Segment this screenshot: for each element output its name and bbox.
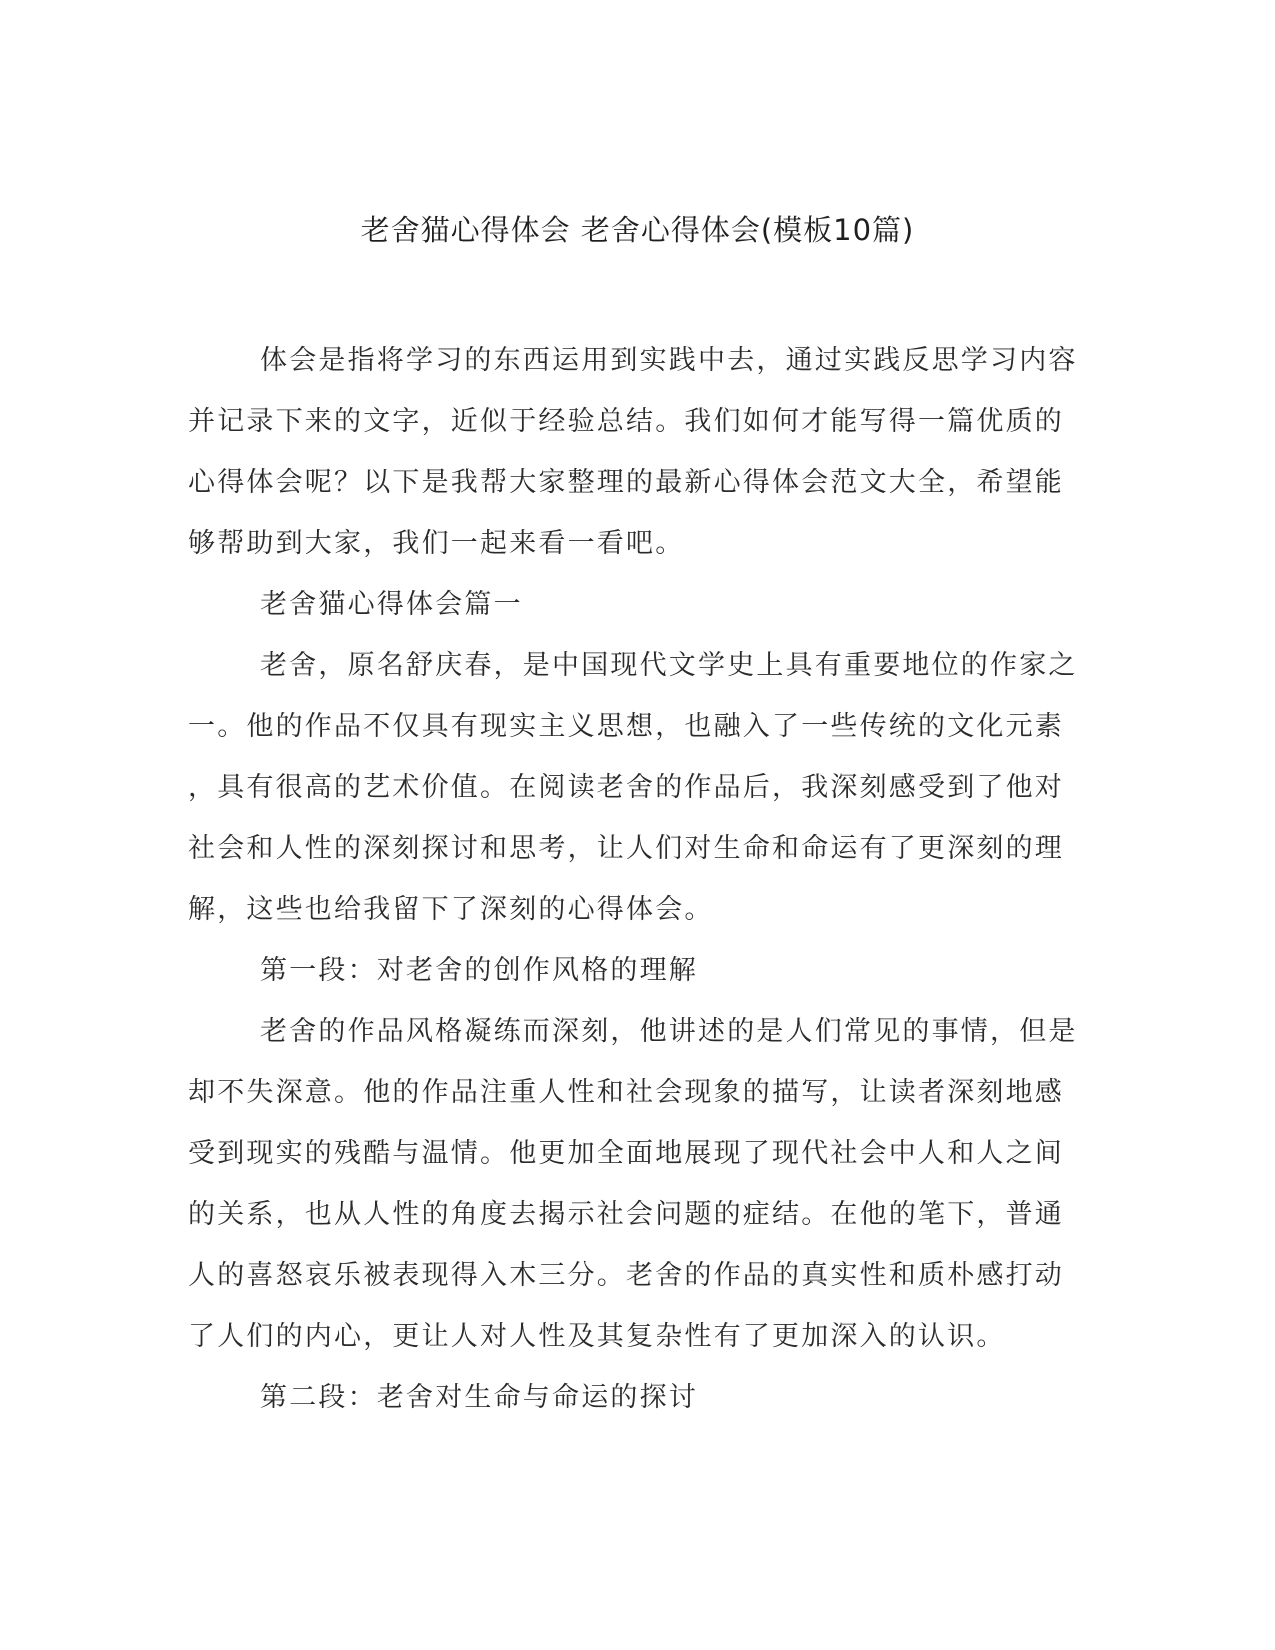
text-line: 了人们的内心，更让人对人性及其复杂性有了更加深入的认识。	[188, 1321, 1006, 1352]
document-title: 老舍猫心得体会 老舍心得体会(模板10篇)	[360, 213, 915, 247]
text-line: 解，这些也给我留下了深刻的心得体会。	[188, 894, 714, 925]
text-line: ，具有很高的艺术价值。在阅读老舍的作品后，我深刻感受到了他对	[188, 772, 1064, 803]
text-line: 社会和人性的深刻探讨和思考，让人们对生命和命运有了更深刻的理	[188, 833, 1064, 864]
text-line: 一。他的作品不仅具有现实主义思想，也融入了一些传统的文化元素	[188, 711, 1064, 742]
text-line: 老舍的作品风格凝练而深刻，他讲述的是人们常见的事情，但是	[260, 1016, 1078, 1047]
section-heading: 第二段：老舍对生命与命运的探讨	[260, 1382, 698, 1413]
text-line: 够帮助到大家，我们一起来看一看吧。	[188, 528, 685, 559]
document-body	[188, 330, 1088, 1428]
text-line: 人的喜怒哀乐被表现得入木三分。老舍的作品的真实性和质朴感打动	[188, 1260, 1064, 1291]
text-line: 并记录下来的文字，近似于经验总结。我们如何才能写得一篇优质的	[188, 406, 1064, 437]
text-line: 老舍，原名舒庆春，是中国现代文学史上具有重要地位的作家之	[260, 650, 1078, 681]
text-line: 受到现实的残酷与温情。他更加全面地展现了现代社会中人和人之间	[188, 1138, 1064, 1169]
text-line: 心得体会呢？以下是我帮大家整理的最新心得体会范文大全，希望能	[188, 467, 1064, 498]
text-line: 却不失深意。他的作品注重人性和社会现象的描写，让读者深刻地感	[188, 1077, 1064, 1108]
text-line: 的关系，也从人性的角度去揭示社会问题的症结。在他的笔下，普通	[188, 1199, 1064, 1230]
text-line: 体会是指将学习的东西运用到实践中去，通过实践反思学习内容	[260, 345, 1078, 376]
section-heading: 老舍猫心得体会篇一	[260, 589, 523, 620]
section-heading: 第一段：对老舍的创作风格的理解	[260, 955, 698, 986]
